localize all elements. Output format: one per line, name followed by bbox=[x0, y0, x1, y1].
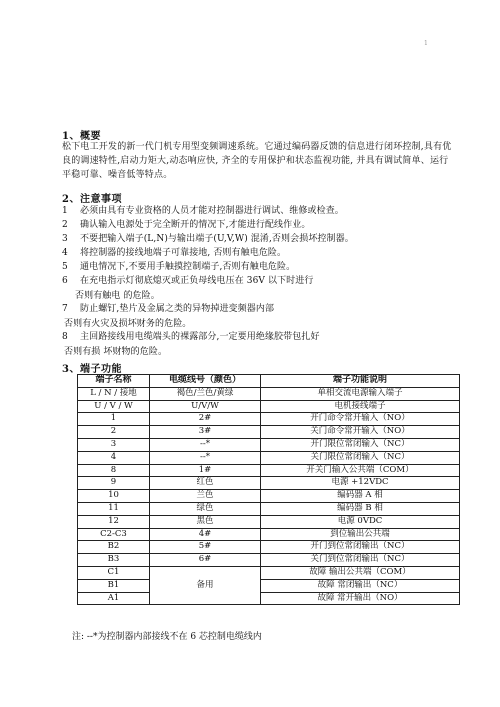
function-cell: 关门限位常闭输入（NC） bbox=[261, 451, 460, 464]
cable-cell: 红色 bbox=[150, 477, 261, 490]
function-cell: 单相交流电源输入端子 bbox=[261, 387, 460, 400]
function-cell: 故障 常开输出（NO） bbox=[261, 592, 460, 605]
note-item-6 bbox=[62, 274, 313, 288]
function-cell: 到位输出公共端 bbox=[261, 528, 460, 541]
cable-cell: --* bbox=[150, 438, 261, 451]
header-function-description: 端子功能说明 bbox=[261, 375, 460, 388]
terminal-cell: B1 bbox=[78, 579, 150, 592]
cable-cell: 4# bbox=[150, 528, 261, 541]
function-cell: 电源 0VDC bbox=[261, 515, 460, 528]
table-row bbox=[78, 566, 460, 579]
notes-title: 2、注意事项 bbox=[62, 194, 122, 205]
function-cell: 故障 常闭输出（NC） bbox=[261, 579, 460, 592]
cable-cell-spare: 备用 bbox=[150, 566, 261, 604]
note-item-8 bbox=[62, 330, 320, 344]
table-row bbox=[78, 464, 460, 477]
cable-cell: 兰色 bbox=[150, 490, 261, 503]
terminal-cell: C2-C3 bbox=[78, 528, 150, 541]
note-text: 不要把输入端子(L,N)与输出端子(U,V,W) 混淆,否则会损坏控制器。 bbox=[80, 234, 354, 244]
table-row bbox=[78, 541, 460, 554]
table-row bbox=[78, 426, 460, 439]
note-text: 防止螺钉,垫片及金属之类的异物掉进变频器内部 bbox=[80, 304, 275, 314]
table-row bbox=[78, 528, 460, 541]
header-cable-number: 电缆线号（颜色） bbox=[150, 375, 261, 388]
function-cell: 编码器 A 相 bbox=[261, 490, 460, 503]
overview-paragraph bbox=[62, 140, 457, 183]
note-text: 通电情况下,不要用手触摸控制端子,否则有触电危险。 bbox=[80, 262, 296, 272]
terminal-cell: C1 bbox=[78, 566, 150, 579]
table-row bbox=[78, 387, 460, 400]
function-cell: 开门命令常开输入（NO） bbox=[261, 413, 460, 426]
cable-cell: 5# bbox=[150, 541, 261, 554]
table-row bbox=[78, 413, 460, 426]
table-row bbox=[78, 502, 460, 515]
terminal-cell: 4 bbox=[78, 451, 150, 464]
terminals-title: 3、端子功能 bbox=[62, 364, 122, 375]
note-item-2 bbox=[62, 218, 310, 232]
cable-cell: 褐色/兰色/黄绿 bbox=[150, 387, 261, 400]
table-footnote: 注: --*为控制器内部接线不在 6 芯控制电缆线内 bbox=[72, 632, 262, 642]
cable-cell: U/V/W bbox=[150, 400, 261, 413]
terminal-cell: L / N / 接地 bbox=[78, 387, 150, 400]
note-number: 1 bbox=[62, 206, 68, 216]
terminal-cell: 3 bbox=[78, 438, 150, 451]
table-row bbox=[78, 592, 460, 605]
terminal-cell: B2 bbox=[78, 541, 150, 554]
table-row bbox=[78, 438, 460, 451]
terminal-cell: A1 bbox=[78, 592, 150, 605]
cable-cell: 2# bbox=[150, 413, 261, 426]
terminal-cell: U / V / W bbox=[78, 400, 150, 413]
note-item-7 bbox=[62, 302, 274, 316]
note-item-5 bbox=[62, 260, 295, 274]
terminal-cell: 9 bbox=[78, 477, 150, 490]
table-row bbox=[78, 400, 460, 413]
note-item-6-continued: 否则有触电 的危险。 bbox=[75, 291, 160, 301]
note-number: 4 bbox=[62, 248, 68, 258]
terminal-cell: 1 bbox=[78, 413, 150, 426]
header-terminal-name: 端子名称 bbox=[78, 375, 150, 388]
table-row bbox=[78, 554, 460, 567]
note-item-8-continued: 否则有损 坏财物的危险。 bbox=[64, 347, 168, 357]
overview-title: 1、概要 bbox=[62, 131, 101, 142]
function-cell: 故障 输出公共端（COM） bbox=[261, 566, 460, 579]
cable-cell: 6# bbox=[150, 554, 261, 567]
terminal-cell: 10 bbox=[78, 490, 150, 503]
terminal-cell: 8 bbox=[78, 464, 150, 477]
note-number: 3 bbox=[62, 234, 68, 244]
note-text: 必须由具有专业资格的人员才能对控制器进行调试、维修或检查。 bbox=[80, 206, 344, 216]
table-row bbox=[78, 451, 460, 464]
terminal-cell: B3 bbox=[78, 554, 150, 567]
cable-cell: --* bbox=[150, 451, 261, 464]
cable-cell: 3# bbox=[150, 426, 261, 439]
note-number: 6 bbox=[62, 276, 68, 286]
cable-cell: 1# bbox=[150, 464, 261, 477]
terminal-cell: 11 bbox=[78, 502, 150, 515]
note-item-3 bbox=[62, 232, 354, 246]
note-number: 7 bbox=[62, 304, 68, 314]
page-number-mark: 1 bbox=[424, 40, 428, 47]
terminal-function-table bbox=[77, 374, 460, 605]
note-item-7-continued: 否则有火灾及损坏财务的危险。 bbox=[64, 319, 192, 329]
function-cell: 开门到位常闭输出（NC） bbox=[261, 541, 460, 554]
terminal-cell: 12 bbox=[78, 515, 150, 528]
note-text: 主回路接线用电缆端头的裸露部分,一定要用绝缘胶带包扎好 bbox=[80, 332, 320, 342]
note-item-4 bbox=[62, 246, 286, 260]
cable-cell: 绿色 bbox=[150, 502, 261, 515]
table-row bbox=[78, 515, 460, 528]
note-number: 5 bbox=[62, 262, 68, 272]
function-cell: 关门到位常闭输出（NC） bbox=[261, 554, 460, 567]
overview-text: 松下电工开发的新一代门机专用型变频调速系统。它通过编码器反馈的信息进行闭环控制,具有优良的调速特性,启动力矩大,动态响应快, 齐全的专用保护和状态监视功能, 并具有调试简单、运行平稳可靠、噪音低等特点。 bbox=[62, 142, 452, 181]
function-cell: 开门限位常闭输入（NC） bbox=[261, 438, 460, 451]
note-number: 2 bbox=[62, 220, 68, 230]
note-text: 确认输入电源处于完全断开的情况下,才能进行配线作业。 bbox=[80, 220, 311, 230]
function-cell: 电机接线端子 bbox=[261, 400, 460, 413]
function-cell: 电源 +12VDC bbox=[261, 477, 460, 490]
note-text: 将控制器的接线地端子可靠接地, 否则有触电危险。 bbox=[80, 248, 287, 258]
note-text: 在充电指示灯彻底熄灭或正负母线电压在 36V 以下时进行 bbox=[80, 276, 314, 286]
cable-cell: 黑色 bbox=[150, 515, 261, 528]
table-row bbox=[78, 579, 460, 592]
table-row bbox=[78, 490, 460, 503]
note-number: 8 bbox=[62, 332, 68, 342]
terminal-cell: 2 bbox=[78, 426, 150, 439]
function-cell: 编码器 B 相 bbox=[261, 502, 460, 515]
function-cell: 关门命令常开输入（NO） bbox=[261, 426, 460, 439]
table-header-row bbox=[78, 375, 460, 388]
table-row bbox=[78, 477, 460, 490]
note-item-1 bbox=[62, 204, 344, 218]
function-cell: 开关门输入公共端（COM） bbox=[261, 464, 460, 477]
